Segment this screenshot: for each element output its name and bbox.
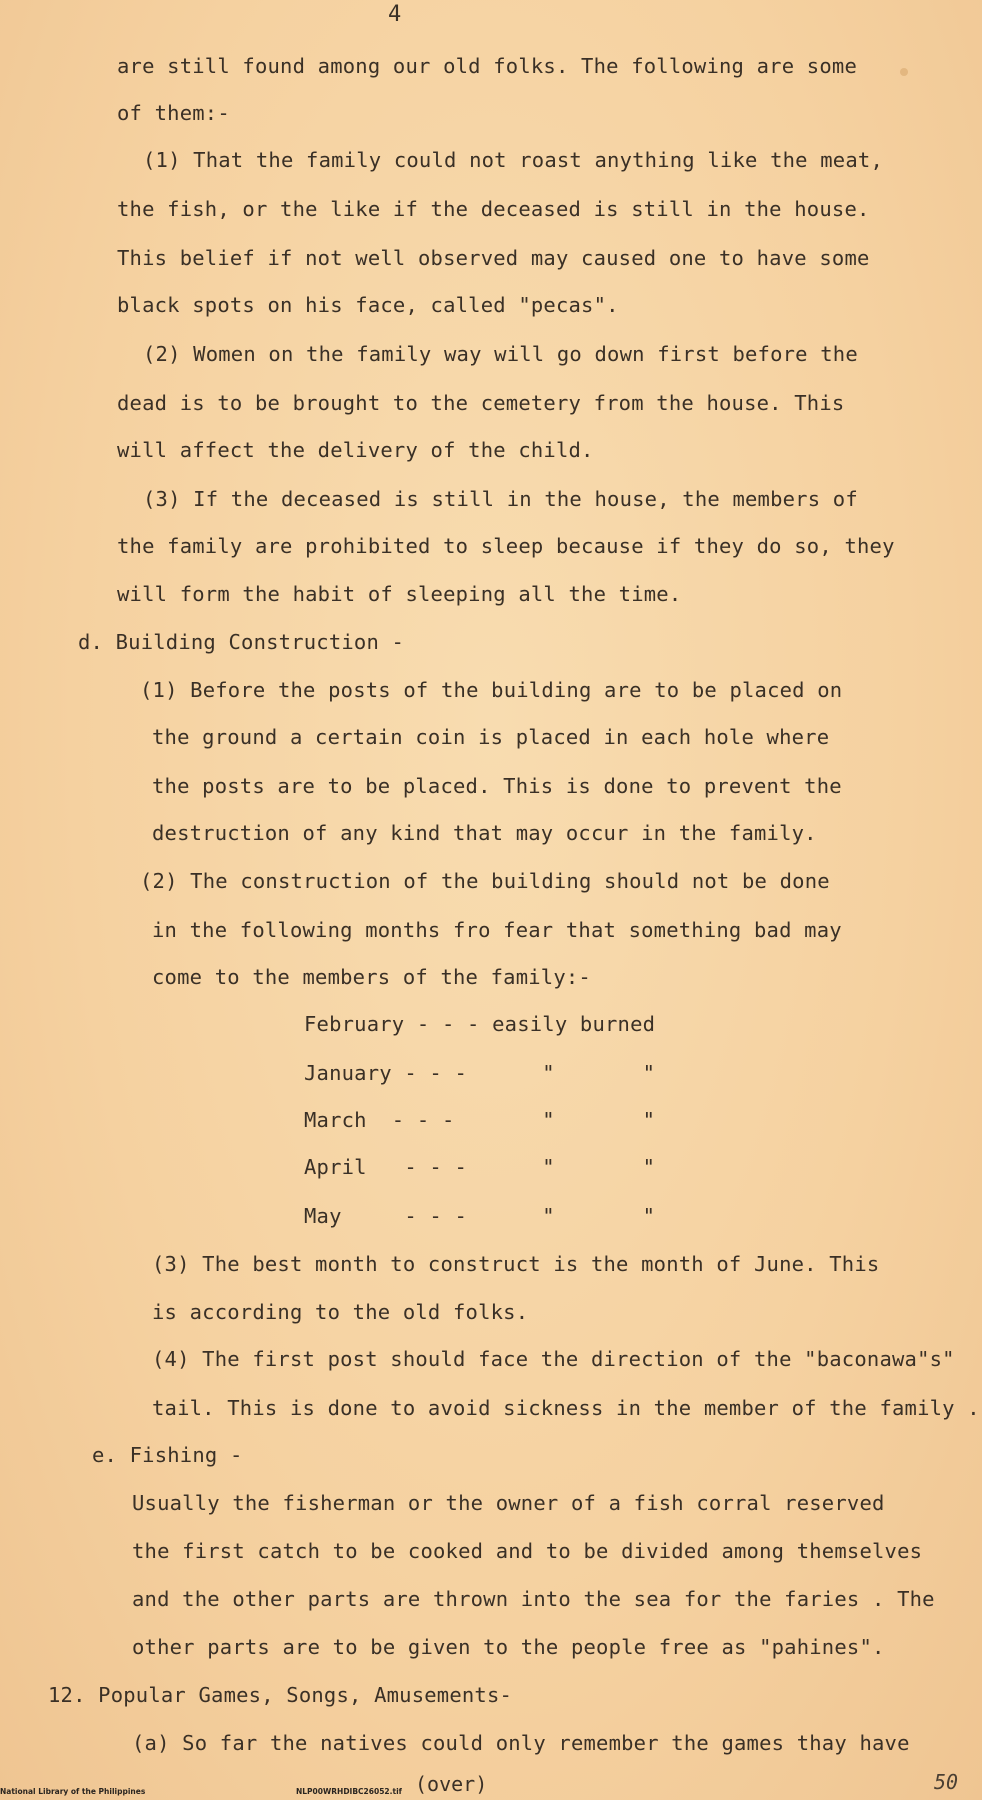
text-line: (1) Before the posts of the building are to be placed on	[140, 678, 843, 702]
text-line: the fish, or the like if the deceased is still in the house.	[117, 197, 870, 221]
text-line: will affect the delivery of the child.	[117, 438, 594, 462]
handwritten-mark: 50	[934, 1770, 959, 1794]
footer-library: National Library of the Philippines	[0, 1787, 146, 1796]
text-line: dead is to be brought to the cemetery from the house. This	[117, 391, 845, 415]
text-line: the family are prohibited to sleep because if they do so, they	[117, 534, 895, 558]
section-heading: e. Fishing -	[92, 1443, 243, 1467]
ink-smudge	[900, 68, 908, 76]
text-line: the posts are to be placed. This is done to prevent the	[152, 774, 842, 798]
text-line: tail. This is done to avoid sickness in the member of the family .	[152, 1396, 980, 1420]
text-line: will form the habit of sleeping all the time.	[117, 582, 682, 606]
month-list-item: February - - - easily burned	[304, 1012, 656, 1036]
text-line: the first catch to be cooked and to be divided among themselves	[132, 1539, 923, 1563]
over-label: (over)	[415, 1772, 488, 1796]
section-heading: d. Building Construction -	[78, 630, 405, 654]
text-line: (1) That the family could not roast anything like the meat,	[143, 148, 883, 172]
text-line: (2) Women on the family way will go down first before the	[143, 342, 858, 366]
text-line: (3) If the deceased is still in the house, the members of	[143, 487, 858, 511]
text-line: destruction of any kind that may occur in the family.	[152, 821, 817, 845]
text-line: of them:-	[117, 101, 230, 125]
page-number: 4	[388, 2, 402, 27]
text-line: Usually the fisherman or the owner of a fish corral reserved	[132, 1491, 885, 1515]
text-line: and the other parts are thrown into the sea for the faries . The	[132, 1587, 935, 1611]
month-list-item: May - - - " "	[304, 1204, 656, 1228]
footer-filename: NLP00WRHDIBC26052.tif	[296, 1787, 402, 1796]
text-line: in the following months fro fear that something bad may	[152, 918, 842, 942]
month-list-item: January - - - " "	[304, 1061, 656, 1085]
text-line: black spots on his face, called "pecas".	[117, 293, 619, 317]
text-line: come to the members of the family:-	[152, 965, 591, 989]
text-line: (4) The first post should face the direction of the "baconawa"s"	[152, 1347, 955, 1371]
text-line: This belief if not well observed may caused one to have some	[117, 246, 870, 270]
section-heading: 12. Popular Games, Songs, Amusements-	[48, 1683, 513, 1707]
text-line: are still found among our old folks. The following are some	[117, 54, 857, 78]
text-line: is according to the old folks.	[152, 1300, 529, 1324]
text-line: the ground a certain coin is placed in each hole where	[152, 725, 830, 749]
text-line: (2) The construction of the building should not be done	[140, 869, 830, 893]
month-list-item: April - - - " "	[304, 1155, 656, 1179]
month-list-item: March - - - " "	[304, 1108, 656, 1132]
text-line: (a) So far the natives could only remember the games thay have	[132, 1731, 910, 1755]
text-line: (3) The best month to construct is the month of June. This	[152, 1252, 880, 1276]
text-line: other parts are to be given to the people free as "pahines".	[132, 1635, 885, 1659]
